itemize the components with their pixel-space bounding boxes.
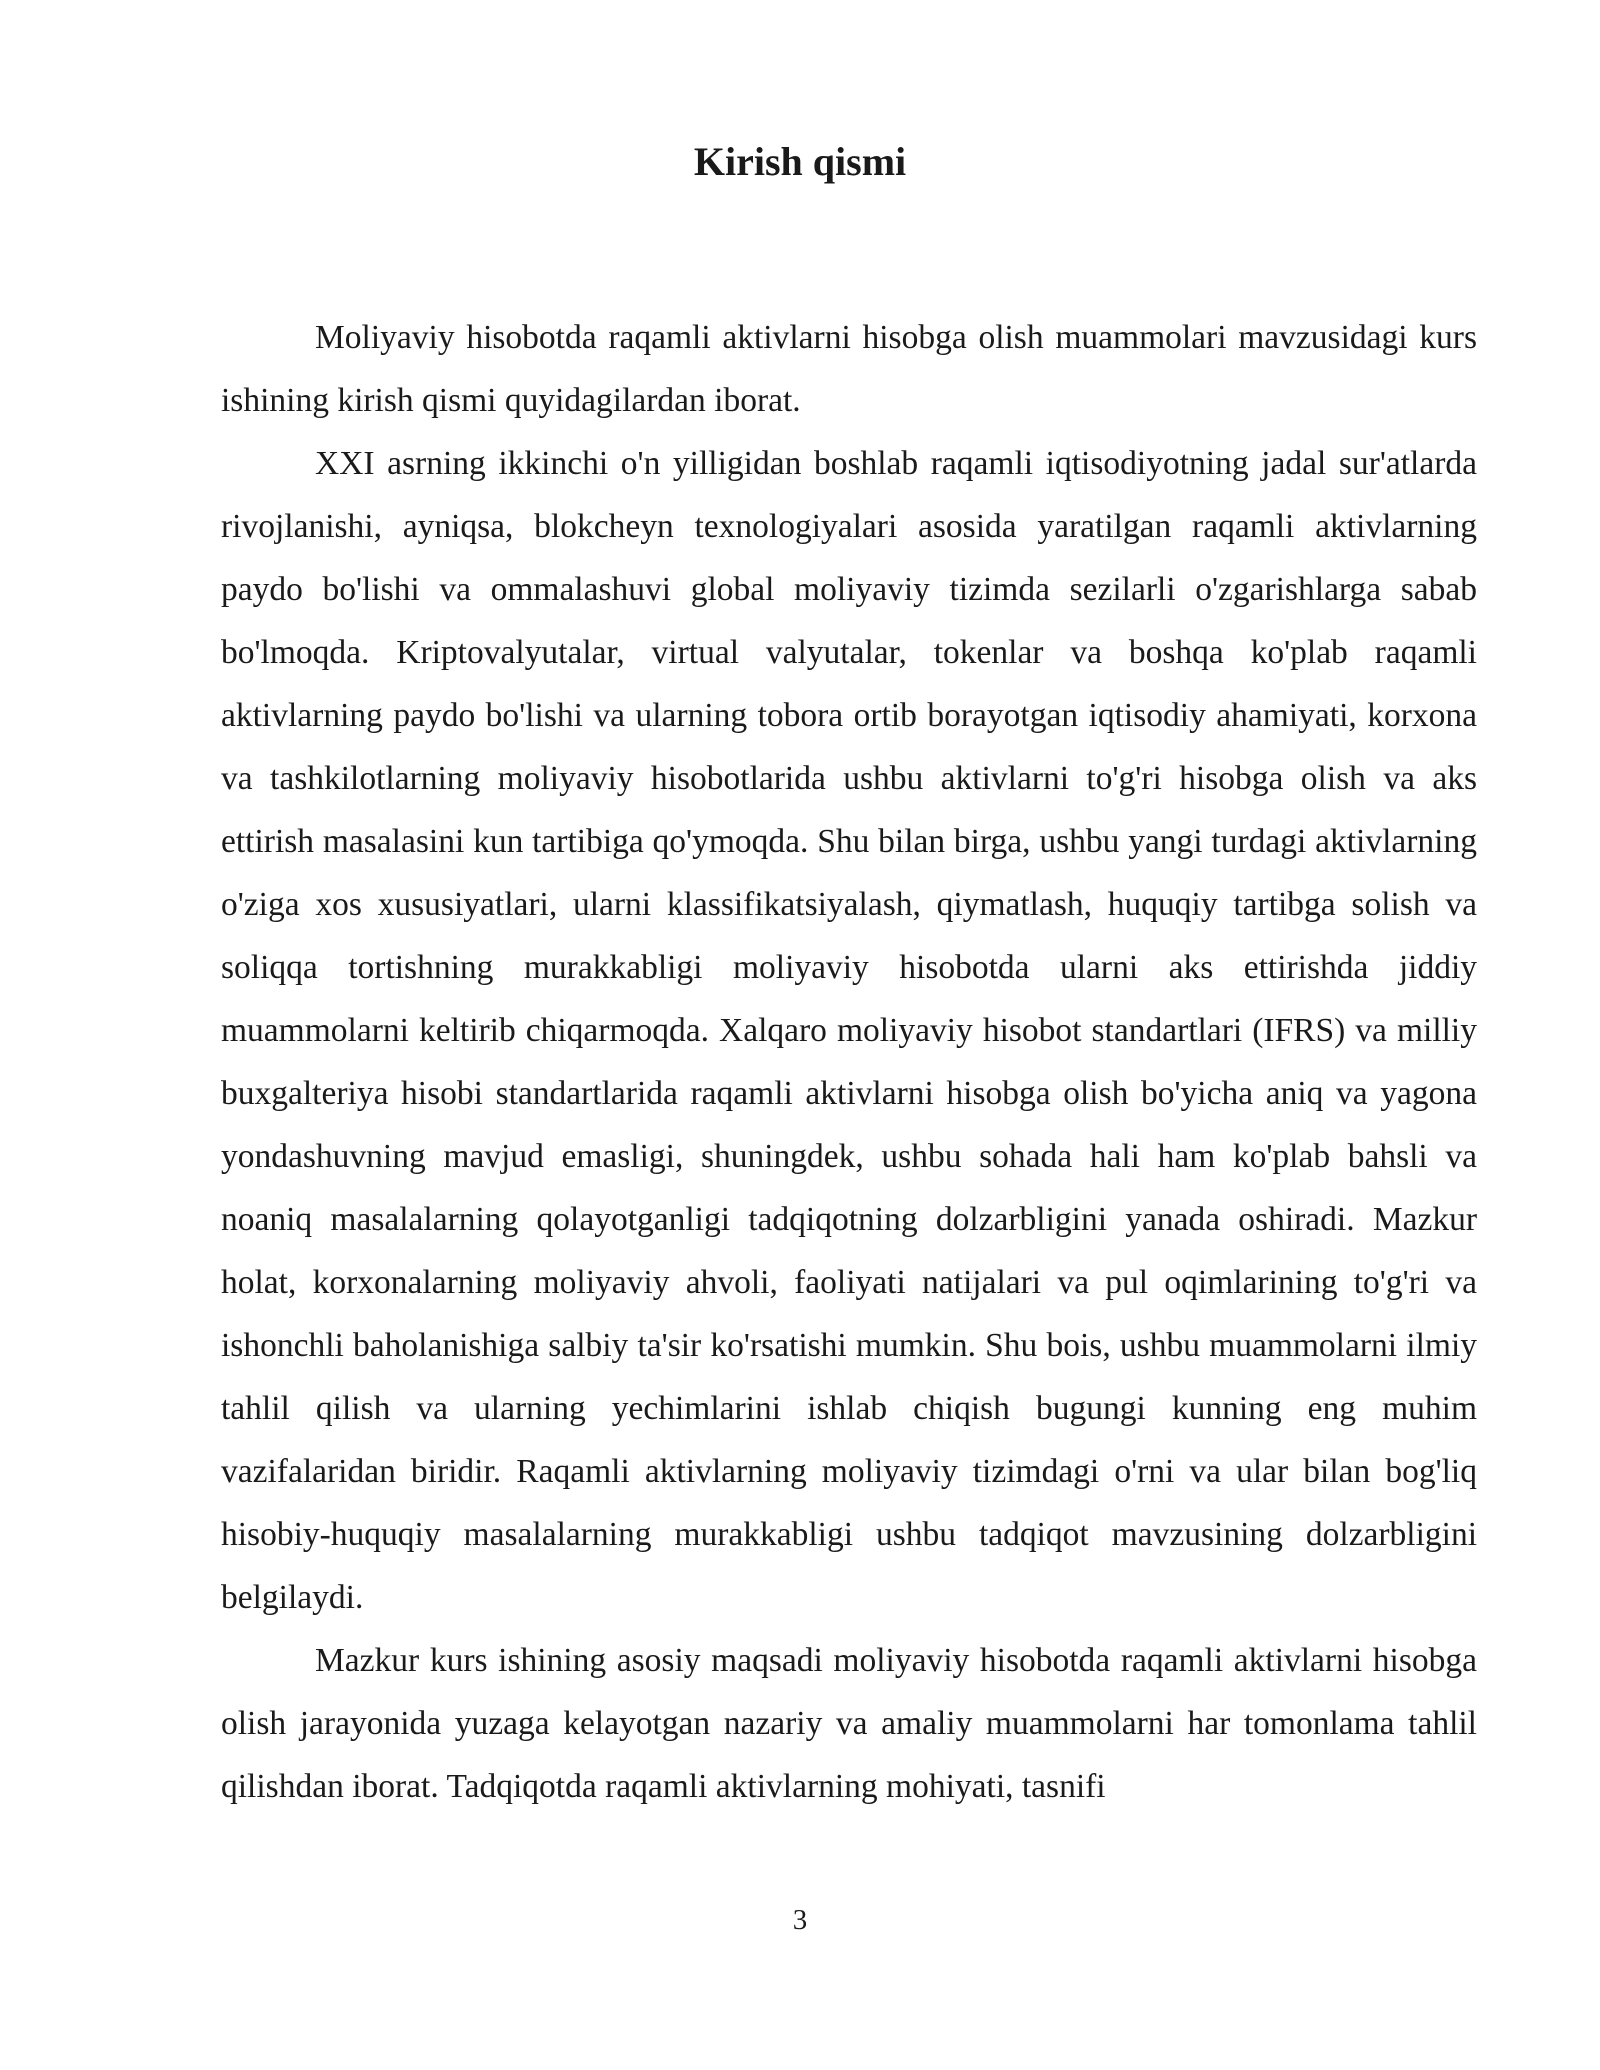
paragraph-relevance: XXI asrning ikkinchi o'n yilligidan boshlab raqamli iqtisodiyotning jadal sur'atlarda rivojlanishi, ayniqsa, blokcheyn texnologiyalari asosida yaratilgan raqamli aktivlarning paydo bo'lishi va ommalashuvi global moliyaviy tizimda sezilarli o'zgarishlarga sabab bo'lmoqda. Kriptovalyutalar, virtual valyutalar, tokenlar va boshqa ko'plab raqamli aktivlarning paydo bo'lishi va ularning tobora ortib borayotgan iqtisodiy ahamiyati, korxona va tashkilotlarning moliyaviy hisobotlarida ushbu aktivlarni to'g'ri hisobga olish va aks ettirish masalasini kun tartibiga qo'ymoqda. Shu bilan birga, ushbu yangi turdagi aktivlarning o'ziga xos xususiyatlari, ularni klassifikatsiyalash, qiymatlash, huquqiy tartibga solish va soliqqa tortishning murakkabligi moliyaviy hisobotda ularni aks ettirishda jiddiy muammolarni keltirib chiqarmoqda. Xalqaro moliyaviy hisobot standartlari (IFRS) va milliy buxgalteriya hisobi standartlarida raqamli aktivlarni hisobga olish bo'yicha aniq va yagona yondashuvning mavjud emasligi, shuningdek, ushbu sohada hali ham ko'plab bahsli va noaniq masalalarning qolayotganligi tadqiqotning dolzarbligini yanada oshiradi. Mazkur holat, korxonalarning moliyaviy ahvoli, faoliyati natijalari va pul oqimlarining to'g'ri va ishonchli baholanishiga salbiy ta'sir ko'rsatishi mumkin. Shu bois, ushbu muammolarni ilmiy tahlil qilish va ularning yechimlarini ishlab chiqish bugungi kunning eng muhim vazifalaridan biridir. Raqamli aktivlarning moliyaviy tizimdagi o'rni va ular bilan bog'liq hisobiy-huquqiy masalalarning murakkabligi ushbu tadqiqot mavzusining dolzarbligini belgilaydi.	[221, 445, 1477, 1616]
section-title: Kirish qismi	[693, 139, 907, 184]
paragraph-goal: Mazkur kurs ishining asosiy maqsadi moliyaviy hisobotda raqamli aktivlarni hisobga olish jarayonida yuzaga kelayotgan nazariy va amaliy muammolarni har tomonlama tahlil qilishdan iborat. Tadqiqotda raqamli aktivlarning mohiyati, tasnifi	[221, 1642, 1477, 1805]
body-text	[221, 306, 1477, 1818]
paragraph-intro: Moliyaviy hisobotda raqamli aktivlarni hisobga olish muammolari mavzusidagi kurs ishining kirish qismi quyidagilardan iborat.	[221, 319, 1477, 419]
page-number: 3	[792, 1904, 808, 1936]
